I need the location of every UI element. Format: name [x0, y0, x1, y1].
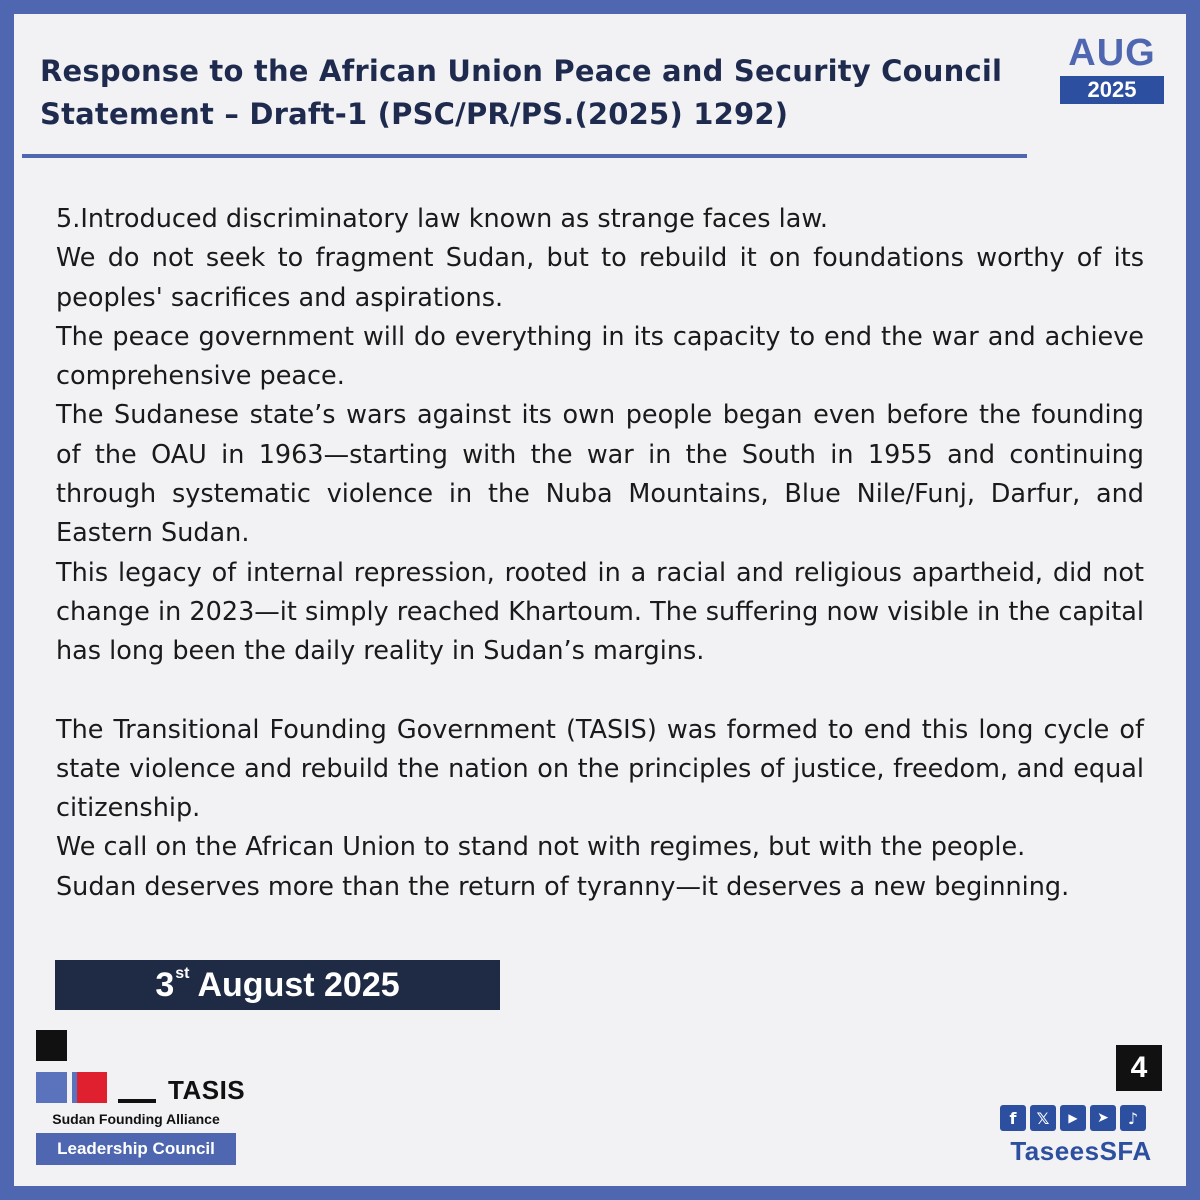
logo-black-square: [36, 1030, 67, 1061]
social-links: [1000, 1105, 1146, 1131]
date-day-wrapper: [155, 966, 189, 1005]
youtube-icon[interactable]: ▶: [1060, 1105, 1086, 1131]
paragraph: This legacy of internal repression, rooted in a racial and religious apartheid, did not change in 2023—it simply reached Khartoum. The suffering now visible in the capital has long been the daily reality in Sudan’s margins.: [56, 557, 1144, 667]
paragraph: The Sudanese state’s wars against its own people began even before the founding of the OAU in 1963—starting with the war in the South in 1955 and continuing through systematic violence in the Nuba Mountains, Blue Nile/Funj, Darfur, and Eastern Sudan.: [56, 400, 1144, 549]
alliance-name: Sudan Founding Alliance: [52, 1111, 220, 1127]
tiktok-icon[interactable]: ♪: [1120, 1105, 1146, 1131]
page-number: 4: [1116, 1045, 1162, 1091]
paragraph: We do not seek to fragment Sudan, but to rebuild it on foundations worthy of its peoples' sacrifices and aspirations.: [56, 243, 1144, 313]
logo-red-square: [77, 1072, 107, 1103]
logo-name: TASIS: [168, 1075, 246, 1105]
paragraph: The Transitional Founding Government (TASIS) was formed to end this long cycle of state violence and rebuild the nation on the principles of justice, freedom, and equal citizenship.: [56, 714, 1144, 824]
date-rest: August 2025: [197, 965, 400, 1004]
statement-page: [14, 14, 1186, 1186]
x-icon[interactable]: 𝕏: [1030, 1105, 1056, 1131]
paragraph: We call on the African Union to stand not with regimes, but with the people.: [56, 832, 1026, 863]
leadership-council-label: Leadership Council: [36, 1133, 236, 1165]
facebook-icon[interactable]: f: [1000, 1105, 1026, 1131]
badge-month: AUG: [1068, 32, 1156, 74]
page-title: Response to the African Union Peace and Security Council Statement – Draft-1 (PSC/PR/PS.(2025) 1292): [40, 54, 1003, 131]
badge-year: 2025: [1060, 76, 1164, 104]
date-badge: [1060, 32, 1164, 104]
paragraph: The peace government will do everything in its capacity to end the war and achieve comprehensive peace.: [56, 321, 1144, 392]
date-day-suffix: st: [175, 964, 190, 982]
logo-dash: [118, 1099, 156, 1103]
telegram-icon[interactable]: ➤: [1090, 1105, 1116, 1131]
title-divider: [22, 154, 1027, 158]
paragraph: 5.Introduced discriminatory law known as strange faces law.: [56, 204, 828, 234]
statement-date: [55, 960, 500, 1010]
logo-blue-square: [36, 1072, 67, 1103]
statement-body: [56, 200, 1144, 907]
paragraph: Sudan deserves more than the return of tyranny—it deserves a new beginning.: [56, 871, 1070, 902]
date-day: 3: [155, 965, 175, 1004]
social-handle[interactable]: TaseesSFA: [1010, 1136, 1152, 1166]
